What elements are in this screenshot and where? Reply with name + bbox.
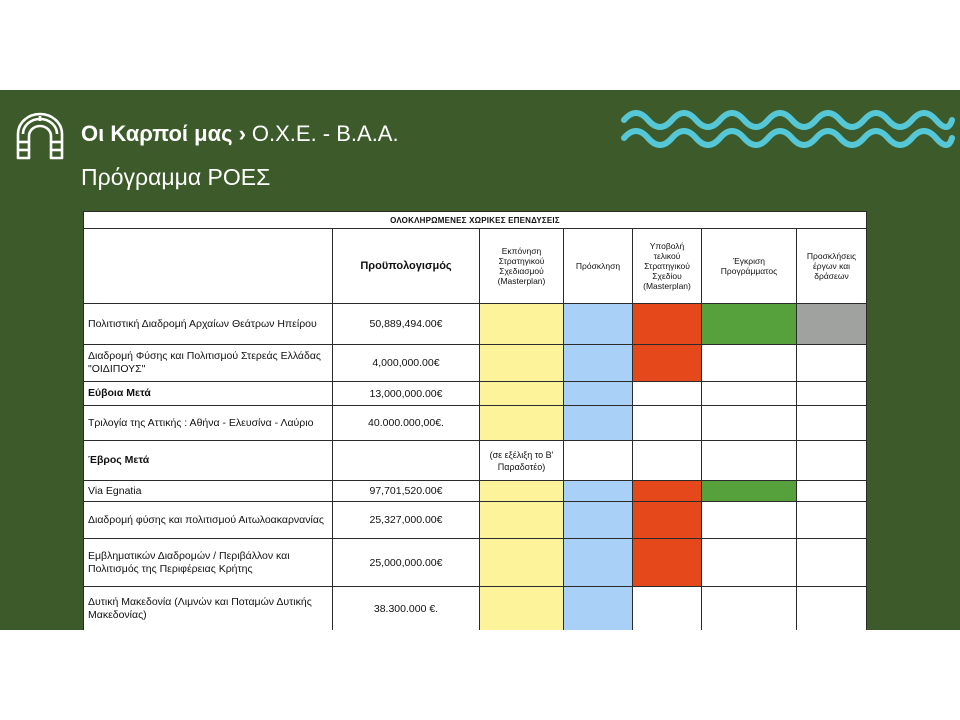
breadcrumb-current: Ο.Χ.Ε. - Β.Α.Α. <box>251 121 399 146</box>
stage-invitation <box>564 481 633 502</box>
table-caption: ΟΛΟΚΛΗΡΩΜΕΝΕΣ ΧΩΡΙΚΕΣ ΕΠΕΝΔΥΣΕΙΣ <box>84 212 867 229</box>
stage-program-approval <box>702 345 797 382</box>
stage-program-approval <box>702 382 797 406</box>
table-header-row <box>84 229 867 304</box>
column-header-project-calls: Προσκλήσεις έργων και δράσεων <box>797 229 867 304</box>
stage-project-calls <box>797 406 867 441</box>
investments-table <box>83 211 867 630</box>
table-row <box>84 345 867 382</box>
project-name: Εύβοια Μετά <box>84 382 333 406</box>
stage-final-plan-submission <box>633 304 702 345</box>
column-header-invitation: Πρόσκληση <box>564 229 633 304</box>
column-header-final-plan-submission: Υποβολή τελικού Στρατηγικού Σχεδίου (Masterplan) <box>633 229 702 304</box>
stage-masterplan-note: (σε εξέλιξη το Β' Παραδοτέο) <box>480 441 564 481</box>
project-budget: 97,701,520.00€ <box>333 481 480 502</box>
table-row <box>84 406 867 441</box>
stage-final-plan-submission <box>633 345 702 382</box>
project-budget <box>333 441 480 481</box>
stage-invitation <box>564 304 633 345</box>
breadcrumb-home[interactable]: Οι Καρποί μας <box>81 121 233 146</box>
stage-invitation <box>564 345 633 382</box>
stage-invitation <box>564 587 633 631</box>
stage-invitation <box>564 502 633 539</box>
stage-invitation <box>564 539 633 587</box>
stage-program-approval <box>702 406 797 441</box>
project-name: Έβρος Μετά <box>84 441 333 481</box>
stage-project-calls <box>797 382 867 406</box>
stage-invitation <box>564 441 633 481</box>
stage-program-approval <box>702 441 797 481</box>
stage-invitation <box>564 406 633 441</box>
stage-masterplan-drafting <box>480 406 564 441</box>
stage-project-calls <box>797 587 867 631</box>
stage-program-approval <box>702 304 797 345</box>
slide <box>0 90 960 630</box>
waves-icon <box>620 108 956 168</box>
project-budget: 50,889,494.00€ <box>333 304 480 345</box>
table-row <box>84 481 867 502</box>
stage-project-calls <box>797 539 867 587</box>
arch-logo-icon <box>15 112 65 162</box>
stage-program-approval <box>702 481 797 502</box>
stage-project-calls <box>797 481 867 502</box>
project-name: Τριλογία της Αττικής : Αθήνα - Ελευσίνα - Λαύριο <box>84 406 333 441</box>
table-row <box>84 587 867 631</box>
breadcrumb <box>81 120 399 148</box>
stage-project-calls <box>797 502 867 539</box>
stage-masterplan-drafting <box>480 587 564 631</box>
stage-masterplan-drafting <box>480 345 564 382</box>
stage-program-approval <box>702 539 797 587</box>
stage-project-calls <box>797 345 867 382</box>
project-name: Εμβληματικών Διαδρομών / Περιβάλλον και Πολιτισμός της Περιφέρειας Κρήτης <box>84 539 333 587</box>
project-budget: 40.000.000,00€. <box>333 406 480 441</box>
stage-masterplan-drafting <box>480 502 564 539</box>
stage-masterplan-drafting <box>480 481 564 502</box>
table-row <box>84 441 867 481</box>
project-name: Via Egnatia <box>84 481 333 502</box>
project-budget: 38.300.000 €. <box>333 587 480 631</box>
stage-final-plan-submission <box>633 587 702 631</box>
stage-program-approval <box>702 502 797 539</box>
stage-project-calls <box>797 304 867 345</box>
column-header-budget: Προϋπολογισμός <box>333 229 480 304</box>
stage-final-plan-submission <box>633 481 702 502</box>
stage-final-plan-submission <box>633 539 702 587</box>
stage-invitation <box>564 382 633 406</box>
project-name: Διαδρομή Φύσης και Πολιτισμού Στερεάς Ελλάδας "ΟΙΔΙΠΟΥΣ" <box>84 345 333 382</box>
column-header-masterplan-drafting: Εκπόνηση Στρατηγικού Σχεδιασμού (Masterplan) <box>480 229 564 304</box>
column-header-project <box>84 229 333 304</box>
stage-masterplan-drafting <box>480 304 564 345</box>
project-name: Πολιτιστική Διαδρομή Αρχαίων Θεάτρων Ηπείρου <box>84 304 333 345</box>
project-budget: 13,000,000.00€ <box>333 382 480 406</box>
stage-masterplan-drafting <box>480 382 564 406</box>
stage-program-approval <box>702 587 797 631</box>
stage-final-plan-submission <box>633 502 702 539</box>
stage-final-plan-submission <box>633 382 702 406</box>
table-row <box>84 382 867 406</box>
table-row <box>84 304 867 345</box>
stage-final-plan-submission <box>633 406 702 441</box>
project-name: Διαδρομή φύσης και πολιτισμού Αιτωλοακαρνανίας <box>84 502 333 539</box>
project-budget: 25,327,000.00€ <box>333 502 480 539</box>
project-budget: 25,000,000.00€ <box>333 539 480 587</box>
table-row <box>84 502 867 539</box>
stage-project-calls <box>797 441 867 481</box>
project-budget: 4,000,000.00€ <box>333 345 480 382</box>
table-row <box>84 539 867 587</box>
page-subtitle: Πρόγραμμα ΡΟΕΣ <box>81 164 271 190</box>
breadcrumb-separator: › <box>238 121 246 146</box>
column-header-program-approval: Έγκριση Προγράμματος <box>702 229 797 304</box>
stage-masterplan-drafting <box>480 539 564 587</box>
project-name: Δυτική Μακεδονία (Λιμνών και Ποταμών Δυτικής Μακεδονίας) <box>84 587 333 631</box>
table-caption-row <box>84 212 867 229</box>
stage-final-plan-submission <box>633 441 702 481</box>
